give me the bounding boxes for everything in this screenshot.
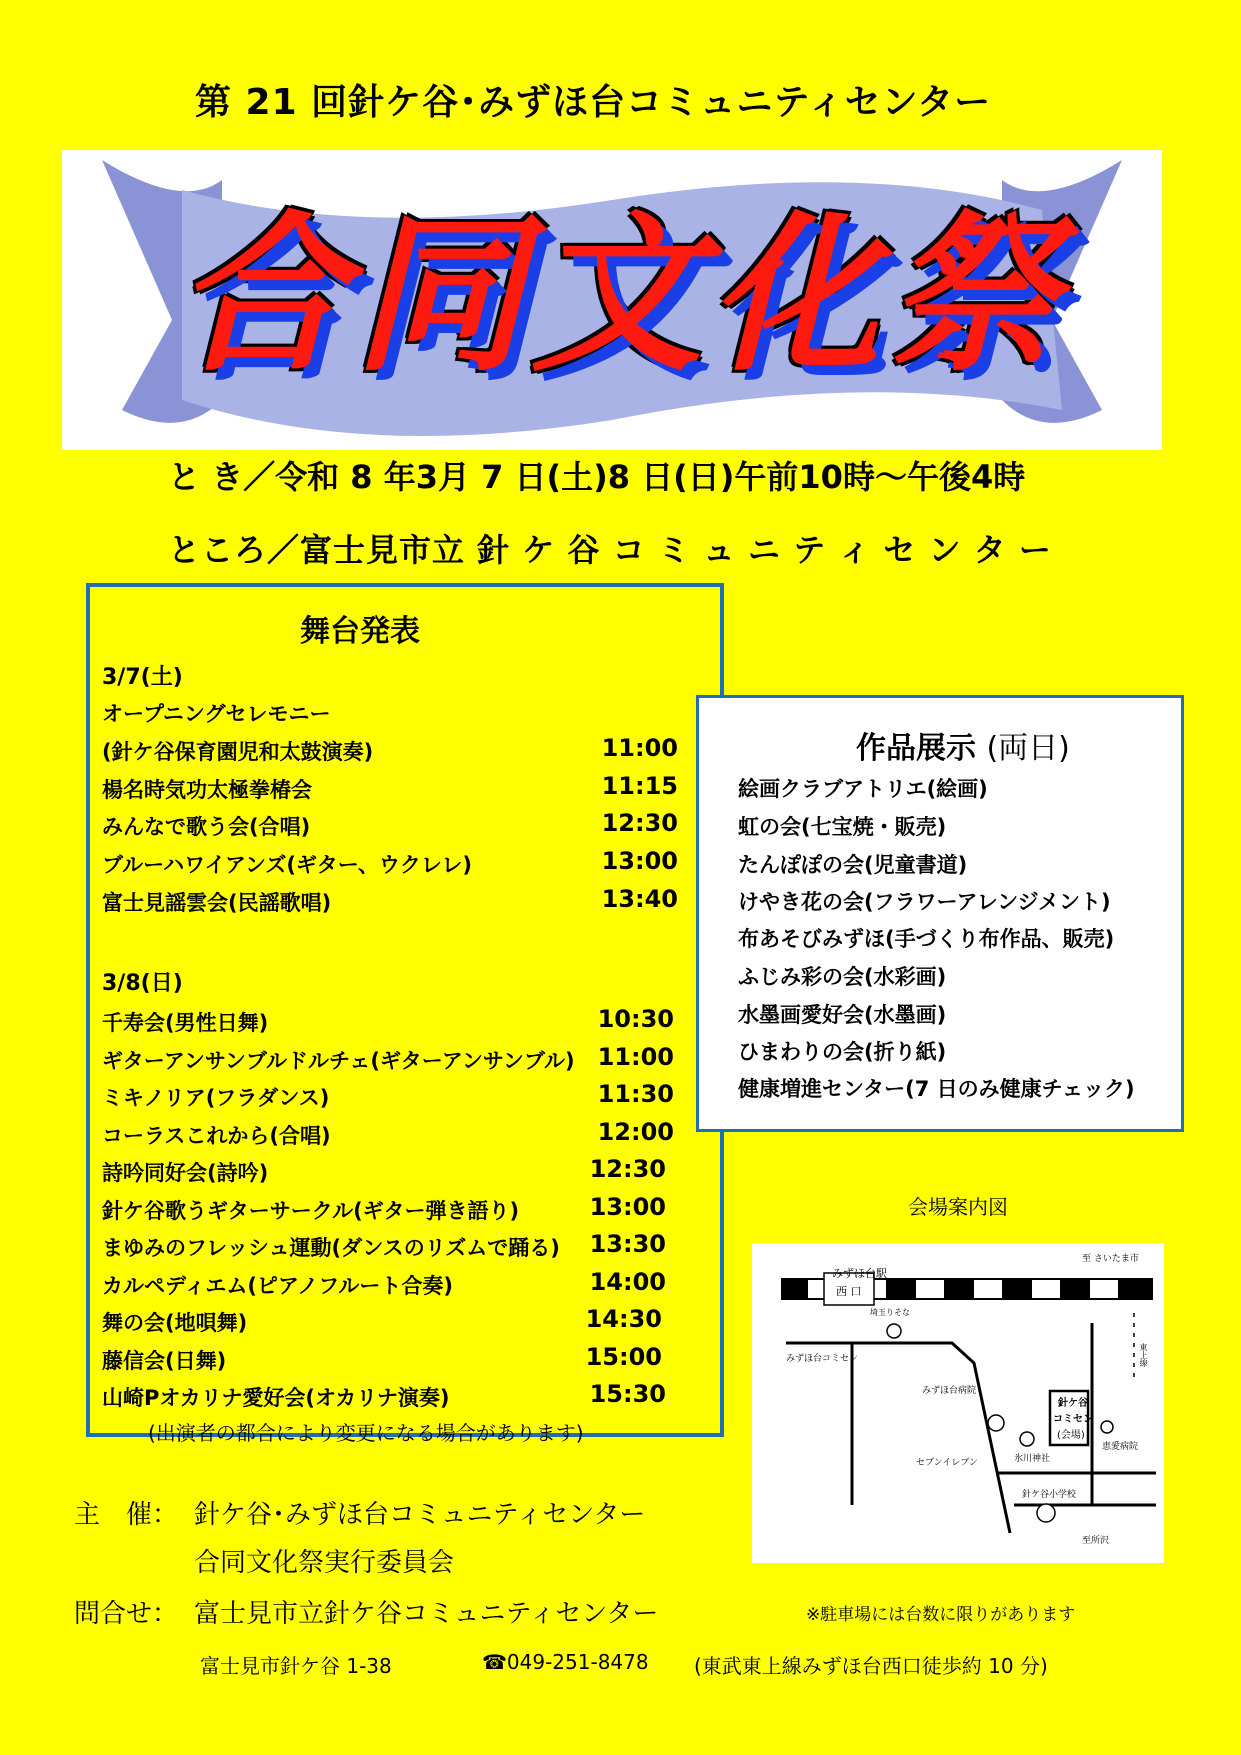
map-label-station: みずほ台駅 [832,1267,887,1280]
table-row-time: 11:30 [597,1080,674,1108]
table-row-name: 楊名時気功太極拳椿会 [102,778,312,802]
table-row-time: 11:15 [601,772,678,800]
day1-label: 3/7(土) [102,665,183,690]
table-row-name: (針ケ谷保育園児和太鼓演奏) [102,740,374,764]
table-row-name: 詩吟同好会(詩吟) [102,1161,269,1185]
list-item: 虹の会(七宝焼・販売) [738,815,947,839]
exhibit-heading [856,723,1070,767]
table-row-name: コーラスこれから(合唱) [102,1124,331,1148]
map-label-seven-eleven: セブンイレブン [916,1458,978,1468]
map-label-venue-2: コミセン [1053,1414,1093,1425]
table-row-name: みんなで歌う会(合唱) [102,815,311,839]
phone-number: ☎049-251-8478 [482,1650,649,1674]
organizer-line1: 針ケ谷･みずほ台コミュニティセンター [194,1500,646,1530]
table-row-time: 13:00 [601,847,678,875]
table-row-time: 12:00 [597,1118,674,1146]
parking-note: ※駐車場には台数に限りがあります [806,1605,1076,1625]
table-row-name: カルペディエム(ピアノフルート合奏) [102,1274,453,1298]
contact-label: 問合せ： [74,1599,179,1629]
map-drawing [752,1243,1164,1563]
table-row-time: 15:30 [589,1380,666,1408]
table-row-time: 12:30 [601,809,678,837]
table-row-time: 11:00 [597,1043,674,1071]
table-row-name: 針ケ谷歌うギターサークル(ギター弾き語り) [102,1199,520,1223]
table-row-time: 13:40 [601,885,678,913]
table-row-name: ギターアンサンブルドルチェ(ギターアンサンブル) [102,1049,575,1073]
list-item: けやき花の会(フラワーアレンジメント) [738,890,1111,914]
table-row-time: 14:00 [589,1268,666,1296]
venue-map [752,1243,1164,1563]
main-title: 合同文化祭 [175,197,1066,395]
table-row-time: 14:30 [585,1305,662,1333]
list-item: ふじみ彩の会(水彩画) [738,965,947,989]
list-item: たんぽぽの会(児童書道) [738,853,968,877]
exhibit-heading-title: 作品展示 [856,731,976,766]
table-row-time: 13:30 [589,1230,666,1258]
contact-name: 富士見市立針ケ谷コミュニティセンター [194,1599,659,1629]
map-label-mizuhodai-community: みずほ台コミセン [786,1354,859,1364]
table-row-time: 13:00 [589,1193,666,1221]
list-item: 布あそびみずほ(手づくり布作品、販売) [738,927,1115,951]
table-row-name: まゆみのフレッシュ運動(ダンスのリズムで踊る) [102,1236,560,1260]
table-row-name: 千寿会(男性日舞) [102,1011,269,1035]
map-label-school: 針ケ谷小学校 [1022,1490,1077,1500]
map-label-tobu: 東上線 [1139,1343,1148,1367]
list-item: 水墨画愛好会(水墨画) [738,1003,947,1027]
table-row-time: 15:00 [585,1343,662,1371]
event-location: ところ／富士見市立 針 ケ 谷 コ ミ ュ ニ テ ィ セ ン タ ー [168,531,1052,569]
day1-opening: オープニングセレモニー [102,702,331,726]
table-row-name: 富士見謡雲会(民謡歌唱) [102,891,332,915]
table-row-time: 10:30 [597,1005,674,1033]
table-row-time: 12:30 [589,1155,666,1183]
table-row-name: 舞の会(地唄舞) [102,1311,248,1335]
table-row-time: 11:00 [601,734,678,762]
exhibit-heading-days: (両日) [986,731,1070,766]
map-label-hospital2: 恵愛病院 [1102,1442,1139,1452]
map-label-venue-1: 針ケ谷 [1058,1398,1088,1409]
list-item: 健康増進センター(7 日のみ健康チェック) [738,1077,1135,1101]
map-label-shrine: 氷川神社 [1014,1454,1051,1464]
list-item: 絵画クラブアトリエ(絵画) [738,777,988,801]
list-item: ひまわりの会(折り紙) [738,1040,947,1064]
map-label-mizuhodai-hospital: みずほ台病院 [922,1386,977,1396]
organizer-label: 主 催： [74,1500,179,1530]
map-caption: 会場案内図 [908,1195,1008,1219]
table-row-name: ミキノリア(フラダンス) [102,1086,330,1110]
access-info: (東武東上線みずほ台西口徒歩約 10 分) [694,1654,1048,1678]
schedule-change-note: (出演者の都合により変更になる場合があります) [148,1421,584,1445]
map-label-tokorozawa: 至所沢 [1082,1536,1110,1546]
table-row-name: 山崎Pオカリナ愛好会(オカリナ演奏) [102,1386,450,1410]
event-date-time: と き／令和 8 年3月 7 日(土)8 日(日)午前10時～午後4時 [168,458,1026,496]
day2-label: 3/8(日) [102,971,183,996]
map-label-exit: 西 口 [836,1285,862,1298]
stage-heading: 舞台発表 [300,614,420,649]
table-row-name: ブルーハワイアンズ(ギター、ウクレレ) [102,853,472,877]
map-label-saitama: 至 さいたま市 [1082,1254,1139,1264]
event-subtitle: 第 21 回針ケ谷･みずほ台コミュニティセンター [195,82,992,123]
organizer-line2: 合同文化祭実行委員会 [194,1548,455,1578]
address: 富士見市針ケ谷 1-38 [200,1654,392,1678]
table-row-name: 藤信会(日舞) [102,1349,227,1373]
map-label-bank: 埼玉りそな [870,1308,910,1317]
map-label-venue-3: (会場) [1057,1430,1085,1441]
